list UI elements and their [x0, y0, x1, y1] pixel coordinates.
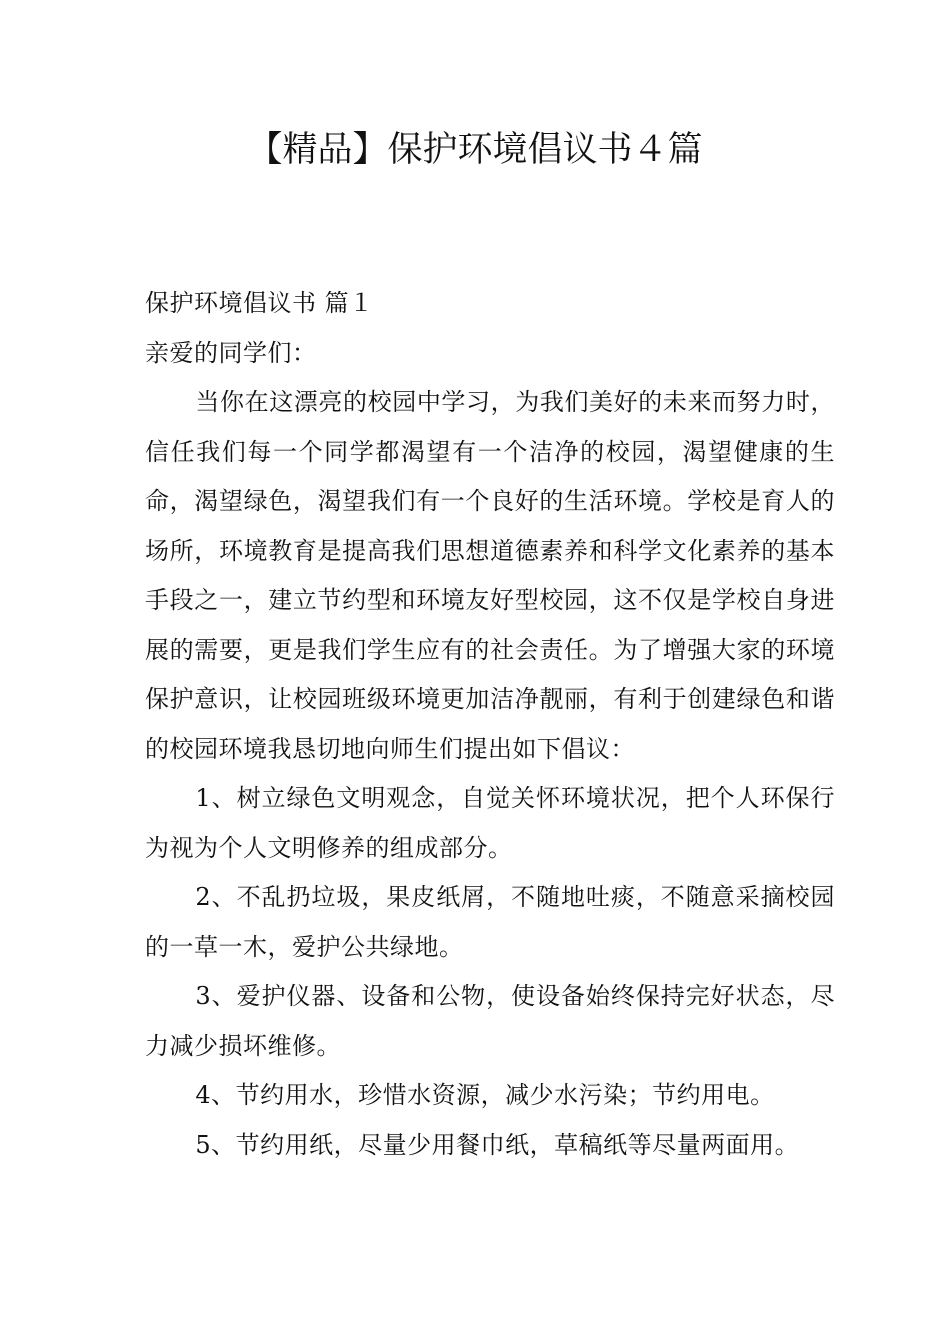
- intro-paragraph: 当你在这漂亮的校园中学习，为我们美好的未来而努力时，信任我们每一个同学都渴望有一个洁净的校园，渴望健康的生命，渴望绿色，渴望我们有一个良好的生活环境。学校是育人的场所，环境教育是提高我们思想道德素养和科学文化素养的基本手段之一，建立节约型和环境友好型校园，这不仅是学校自身进展的需要，更是我们学生应有的社会责任。为了增强大家的环境保护意识，让校园班级环境更加洁净靓丽，有利于创建绿色和谐的校园环境我恳切地向师生们提出如下倡议：: [145, 388, 835, 763]
- proposal-item-2: 2、不乱扔垃圾，果皮纸屑，不随地吐痰，不随意采摘校园的一草一木，爱护公共绿地。: [145, 883, 835, 961]
- proposal-item-3: 3、爱护仪器、设备和公物，使设备始终保持完好状态，尽力减少损坏维修。: [145, 982, 835, 1060]
- document-body: [145, 279, 835, 1170]
- proposal-item-5: 5、节约用纸，尽量少用餐巾纸，草稿纸等尽量两面用。: [195, 1130, 800, 1159]
- salutation: 亲爱的同学们：: [145, 338, 317, 367]
- proposal-item-4: 4、节约用水，珍惜水资源，减少水污染；节约用电。: [195, 1081, 775, 1109]
- document-title: 【精品】保护环境倡议书４篇: [247, 130, 703, 170]
- section-heading: 保护环境倡议书 篇１: [145, 289, 374, 317]
- proposal-item-1: 1、树立绿色文明观念，自觉关怀环境状况，把个人环保行为视为个人文明修养的组成部分。: [145, 784, 835, 862]
